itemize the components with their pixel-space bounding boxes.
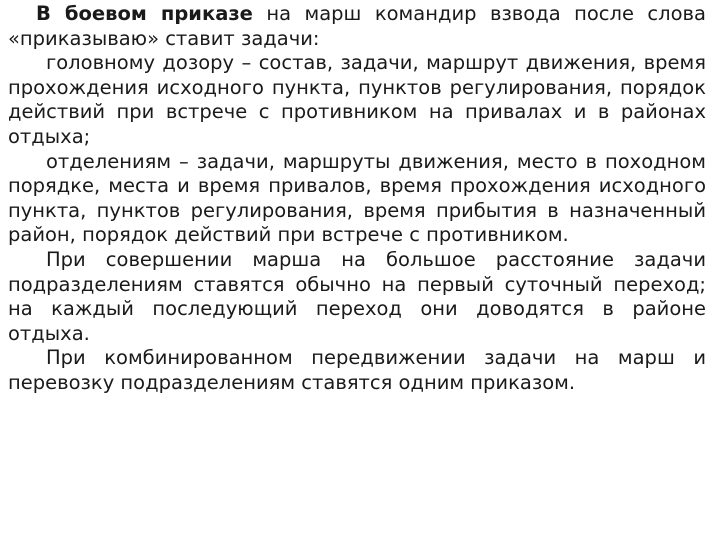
paragraph-head-patrol: головному дозору – состав, задачи, маршрут движения, время прохождения исходного пункта, пунктов регулирования, порядок действий при встрече с противником на привалах и в районах отдыха; (8, 51, 706, 148)
paragraph-squads: отделениям – задачи, маршруты движения, место в походном порядке, места и время привалов, время прохождения исходного пункта, пунктов регулирования, время прибытия в назначенный район, порядок действий при встрече с противником. (8, 149, 706, 247)
paragraph-combined-movement: При комбинированном передвижении задачи на марш и перевозку подразделениям ставятся одним приказом. (8, 346, 706, 394)
paragraph-long-march: При совершении марша на большое расстояние задачи подразделениям ставятся обычно на первый суточный переход; на каждый последующий переход они доводятся в районе отдыха. (8, 247, 706, 345)
document-body (8, 2, 706, 396)
paragraph-order-intro (8, 2, 706, 51)
paragraph-text: на марш командир взвода после слова «приказываю» ставит задачи: (8, 2, 706, 50)
order-term: В боевом приказе (36, 2, 253, 25)
